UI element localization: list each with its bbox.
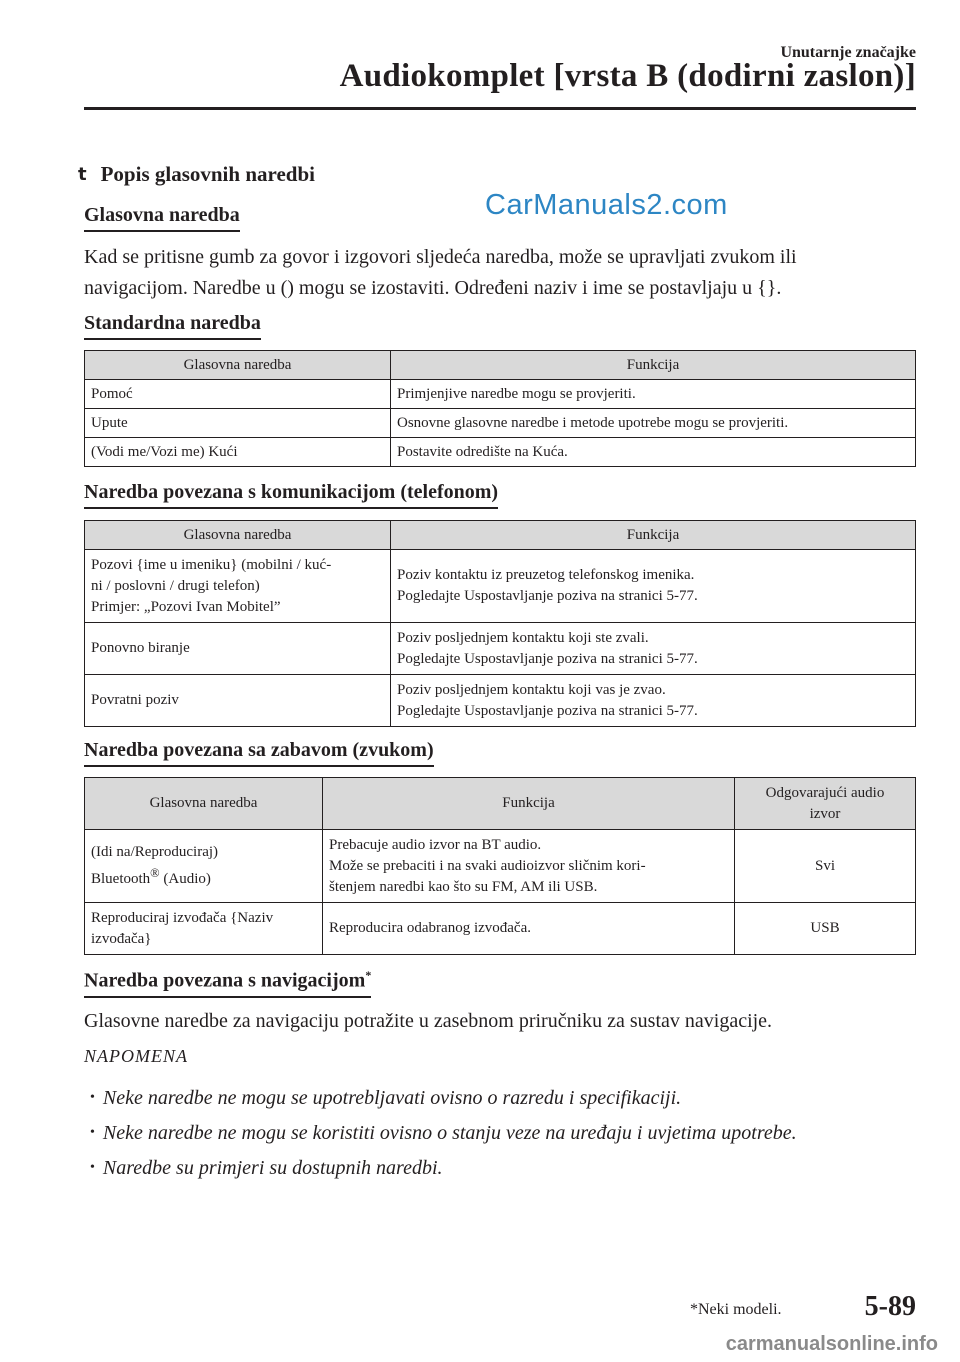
footnote: *Neki modeli. [690,1301,782,1318]
phone-command-table [84,520,916,727]
table-row [85,903,916,955]
section-title [78,162,315,187]
page-number: 5-89 [864,1291,916,1322]
voice-command-text-line: Kad se pritisne gumb za govor i izgovori sljedeća naredba, može se upravljati zvukom ili [84,246,797,268]
cell-line: Može se prebaciti i na svaki audioizvor sličnim kori- [329,857,646,874]
standard-command-table [84,350,916,467]
function-cell [323,830,735,903]
cell-line: Pogledajte Uspostavljanje poziva na stranici 5-77. [397,650,698,667]
command-cell [85,550,391,623]
section-title-text: Popis glasovnih naredbi [100,162,315,186]
cell-line: Primjer: „Pozovi Ivan Mobitel” [91,598,281,615]
table-row [85,675,916,727]
cell-line: Pozovi {ime u imeniku} (mobilni / kuć- [91,556,332,573]
cell-line: Prebacuje audio izvor na BT audio. [329,836,542,853]
cell-line: izvođača} [91,930,152,947]
command-cell: Upute [85,409,391,438]
column-header: Funkcija [323,778,735,830]
column-header: Glasovna naredba [85,521,391,550]
voice-command-heading: Glasovna naredba [84,204,240,232]
column-header-line: izvor [809,805,841,822]
cell-line: štenjem naredbi kao što su FM, AM ili USB. [329,878,598,895]
table-row [85,830,916,903]
table-row [85,550,916,623]
cell-line: ni / poslovni / drugi telefon) [91,577,260,594]
cell-line: (Idi na/Reproduciraj) [91,844,219,860]
function-cell: Reproducira odabranog izvođača. [323,903,735,955]
command-cell: Ponovno biranje [85,623,391,675]
standard-command-heading: Standardna naredba [84,312,261,340]
list-item [90,1152,797,1187]
note-text: Neke naredbe ne mogu se koristiti ovisno o stanju veze na uređaju i uvjetima upotrebe. [102,1122,797,1144]
list-item [90,1082,797,1117]
column-header [735,778,916,830]
table-row [85,380,916,409]
function-cell [391,550,916,623]
cell-line: Pogledajte Uspostavljanje poziva na stranici 5-77. [397,588,698,604]
source-cell: USB [735,903,916,955]
section-marker-icon: t [78,164,87,185]
command-cell: Povratni poziv [85,675,391,727]
entertainment-command-table [84,777,916,955]
bullet-icon: • [90,1090,95,1105]
cell-line: Poziv posljednjem kontaktu koji ste zvali. [397,629,649,646]
header-section-label: Unutarnje značajke [780,44,916,61]
cell-line: Reproduciraj izvođača {Naziv [91,909,274,926]
function-cell: Postavite odredište na Kuća. [391,438,916,467]
phone-command-heading: Naredba povezana s komunikacijom (telefonom) [84,481,498,509]
column-header: Funkcija [391,521,916,550]
function-cell [391,623,916,675]
header-rule [84,107,916,110]
bullet-icon: • [90,1160,95,1175]
footnote-mark: * [365,968,372,982]
entertainment-command-heading: Naredba povezana sa zabavom (zvukom) [84,739,434,767]
column-header: Glasovna naredba [85,778,323,830]
command-cell [85,830,323,903]
registered-mark: ® [150,866,160,880]
watermark-logo: CarManuals2.com [485,189,728,221]
page-header-title: Audiokomplet [vrsta B (dodirni zaslon)] [339,58,916,94]
column-header: Glasovna naredba [85,351,391,380]
note-text: Naredbe su primjeri su dostupnih naredbi. [102,1157,443,1179]
navigation-command-heading [84,968,371,998]
list-item [90,1117,797,1152]
cell-line: Pogledajte Uspostavljanje poziva na stranici 5-77. [397,702,698,719]
table-row [85,438,916,467]
navigation-heading-text: Naredba povezana s navigacijom [84,969,366,992]
cell-line [91,863,316,890]
cell-line: Poziv posljednjem kontaktu koji vas je zvao. [397,681,666,698]
column-header: Funkcija [391,351,916,380]
command-cell: (Vodi me/Vozi me) Kući [85,438,391,467]
column-header-line: Odgovarajući audio [765,784,885,801]
table-row [85,409,916,438]
cell-text: (Audio) [159,871,211,887]
cell-text: Bluetooth [91,871,151,887]
cell-line: Poziv kontaktu iz preuzetog telefonskog imenika. [397,567,695,583]
note-text: Neke naredbe ne mogu se upotrebljavati ovisno o razredu i specifikaciji. [102,1087,682,1109]
bullet-icon: • [90,1125,95,1140]
function-cell: Osnovne glasovne naredbe i metode upotrebe mogu se provjeriti. [391,409,916,438]
table-row [85,623,916,675]
navigation-text: Glasovne naredbe za navigaciju potražite u zasebnom priručniku za sustav navigacije. [84,1010,773,1032]
command-cell: Pomoć [85,380,391,409]
footer-watermark: carmanualsonline.info [725,1333,938,1355]
note-list [90,1082,797,1187]
function-cell: Primjenjive naredbe mogu se provjeriti. [391,380,916,409]
command-cell [85,903,323,955]
note-heading: NAPOMENA [84,1046,188,1066]
source-cell: Svi [735,830,916,903]
function-cell [391,675,916,727]
voice-command-text [84,242,916,304]
voice-command-text-line: navigacijom. Naredbe u () mogu se izostaviti. Određeni naziv i ime se postavljaju u {}. [84,277,782,299]
